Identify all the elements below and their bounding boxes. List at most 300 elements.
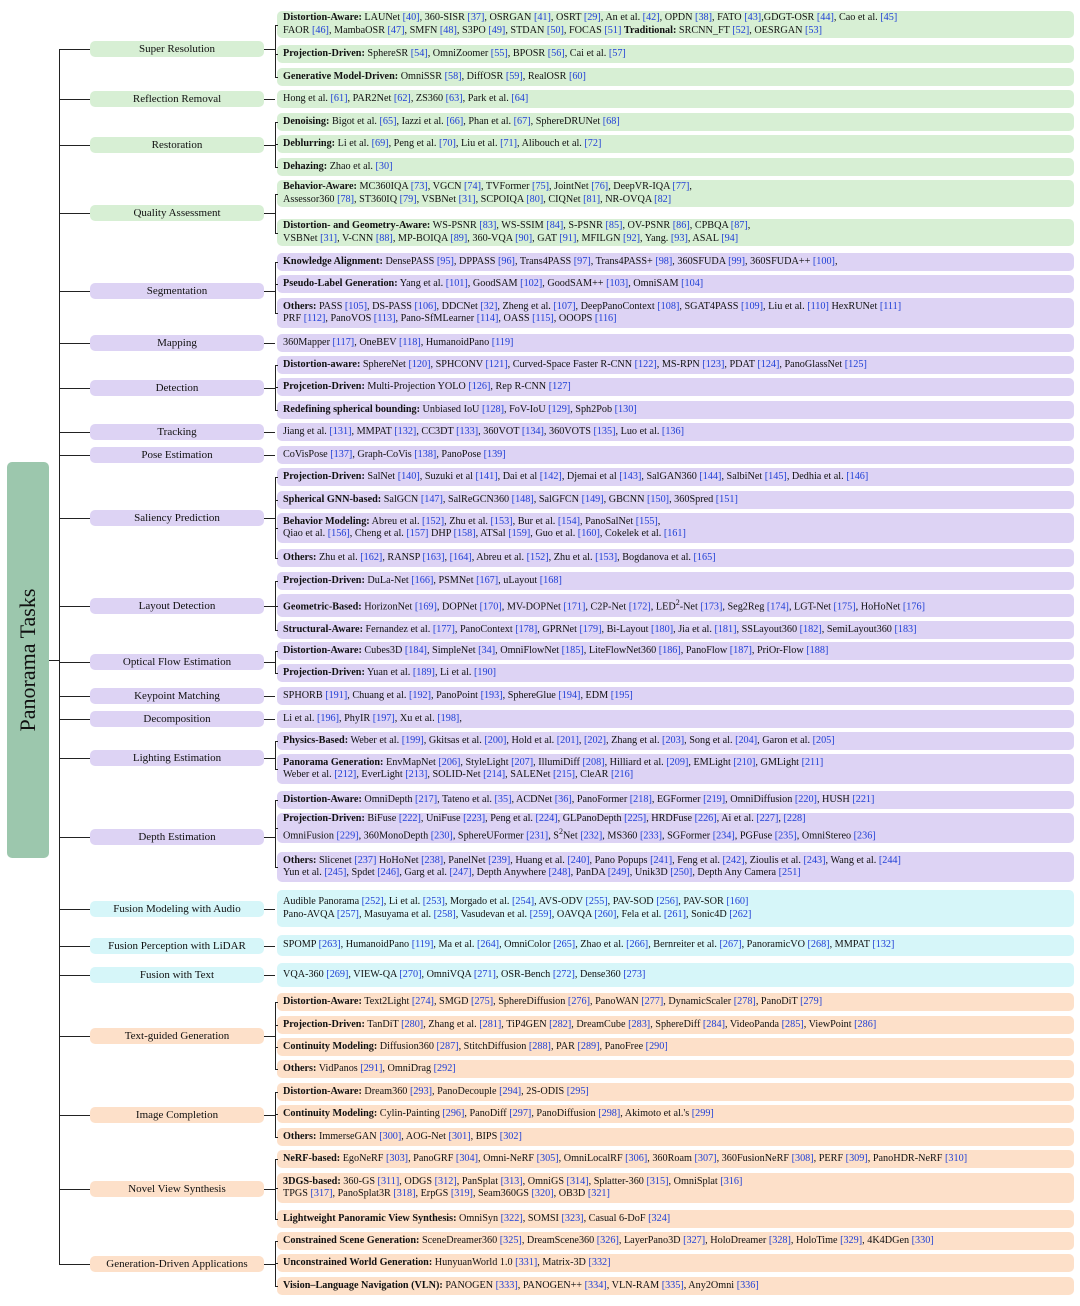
connector-line [59,606,90,607]
citation-ref: [103] [606,277,629,289]
citation-ref: [214] [483,769,506,780]
category-node: Reflection Removal [90,91,264,107]
citation-ref: [149] [581,493,604,505]
citation-ref: [216] [611,769,634,780]
citation-ref: [233] [639,830,663,842]
leaf-subcategory-label: Others: [283,300,317,312]
citation-ref: [283] [628,1018,651,1030]
citation-ref: [331] [515,1256,538,1268]
superscript: 2 [558,826,563,836]
citation-ref: [298] [598,1107,621,1119]
citation-ref: [93] [670,232,688,244]
citation-ref: [107] [553,300,576,312]
connector-line [59,837,90,838]
leaf-text-line: Lightweight Panoramic View Synthesis: OmniSyn [322], SOMSI [323], Casual 6-DoF [324] [283,1212,671,1224]
citation-ref: [126] [468,380,491,392]
leaf-text-line: FAOR [46], MambaOSR [47], SMFN [48], S3PO [49], STDAN [50], FOCAS [51] Traditional: SRCNN_FT [52], OESRGAN [53] [283,24,822,36]
citation-ref: [163] [422,551,445,563]
leaf-node [277,1277,1074,1295]
leaf-node [277,491,1074,509]
category-node: Quality Assessment [90,205,264,221]
citation-ref: [228] [783,813,806,825]
citation-ref: [242] [722,854,745,866]
leaf-text-line: Li et al. [196], PhyIR [197], Xu et al. [198], [283,712,462,724]
citation-ref: [117] [332,336,355,348]
citation-ref: [98] [655,255,673,267]
citation-ref: [266] [626,939,649,951]
citation-ref: [160] [726,896,749,907]
citation-ref: [157] [406,528,429,539]
category-node: Optical Flow Estimation [90,654,264,670]
leaf-text-line: CoVisPose [137], Graph-CoVis [138], PanoPose [139] [283,448,506,460]
leaf-text-line: Others: PASS [105], DS-PASS [106], DDCNet [32], Zheng et al. [107], DeepPanoContext [108], SGAT4PASS [109], Liu et al. [110] HexRUNet [111] [283,300,902,312]
citation-ref: [195] [610,689,633,701]
citation-ref: [258] [433,908,456,920]
citation-ref: [268] [807,939,830,951]
leaf-text-line: Jiang et al. [131], MMPAT [132], CC3DT [133], 360VOT [134], 360VOTS [135], Luo et al. [136] [283,425,684,437]
leaf-node [277,275,1074,293]
citation-ref: [106] [414,300,437,312]
connector-line [264,719,275,720]
citation-ref: [54] [410,47,428,59]
citation-ref: [69] [371,137,389,149]
connector-line [275,410,278,411]
citation-ref: [290] [645,1040,668,1052]
citation-ref: [229] [336,830,359,842]
connector-line [275,1188,278,1189]
citation-ref: [155] [635,515,658,527]
citation-ref: [217] [415,793,438,805]
bracket-line [275,741,276,769]
citation-ref: [50] [546,24,564,36]
citation-ref: [192] [408,689,432,701]
leaf-subcategory-label: Lightweight Panoramic View Synthesis: [283,1212,457,1224]
citation-ref: [118] [399,336,421,348]
connector-line [275,1069,278,1070]
category-node: Saliency Prediction [90,510,264,526]
citation-ref: [95] [436,255,454,267]
citation-ref: [277] [641,995,664,1007]
citation-ref: [58] [444,70,462,82]
leaf-subcategory-label: Dehazing: [283,160,328,172]
leaf-text-line: VSBNet [31], V-CNN [88], MP-BOIQA [89], 360-VQA [90], GAT [91], MFILGN [92], Yang. [93], ASAL [94] [283,232,739,244]
category-node: Mapping [90,335,264,351]
citation-ref: [287] [436,1040,459,1052]
leaf-subcategory-label: Behavior Modeling: [283,515,370,527]
citation-ref: [201] [556,734,579,746]
bracket-line [275,800,276,867]
leaf-subcategory-label: Others: [283,854,317,866]
citation-ref: [279] [800,995,823,1007]
citation-ref: [61] [330,92,348,104]
category-node: Restoration [90,137,264,153]
connector-line [275,77,278,78]
connector-line [59,696,90,697]
citation-ref: [175] [833,601,856,613]
citation-ref: [215] [553,769,576,780]
leaf-text-line: Others: Slicenet [237] HoHoNet [238], PanelNet [239], Huang et al. [240], Pano Popups [241], Feng et al. [242], Zioulis et al. [243], Wang et al. [244] [283,854,901,866]
leaf-subcategory-label: Projection-Driven: [283,574,365,586]
connector-line [275,365,278,366]
citation-ref: [327] [683,1234,706,1246]
citation-ref: [45] [880,12,898,23]
citation-ref: [173] [700,601,723,613]
connector-line [264,49,275,50]
leaf-subcategory-label: Vision–Language Navigation (VLN): [283,1279,443,1291]
category-node: Novel View Synthesis [90,1181,264,1197]
citation-ref: [153] [490,515,513,527]
connector-line [275,1114,278,1115]
leaf-node [277,1060,1074,1078]
citation-ref: [168] [539,574,562,586]
citation-ref: [262] [729,908,752,920]
citation-ref: [295] [566,1085,589,1097]
leaf-subcategory-label: Pseudo-Label Generation: [283,277,398,289]
leaf-node [277,1038,1074,1056]
citation-ref: [330] [911,1234,934,1246]
connector-line [59,1189,90,1190]
citation-ref: [198] [437,712,460,724]
citation-ref: [172] [628,601,651,613]
citation-ref: [123] [702,358,725,370]
connector-line [275,606,278,607]
connector-line [264,758,275,759]
citation-ref: [209] [666,756,689,768]
citation-ref: [286] [854,1018,877,1030]
leaf-node [277,68,1074,86]
connector-line [59,719,90,720]
citation-ref: [241] [650,854,673,866]
citation-ref: [230] [430,830,453,842]
connector-line [264,975,275,976]
citation-ref: [132] [394,425,417,437]
citation-ref: [319] [450,1188,473,1199]
citation-ref: [210] [733,756,756,768]
citation-ref: [328] [768,1234,791,1246]
citation-ref: [264] [476,939,500,951]
citation-ref: [300] [379,1130,402,1142]
citation-ref: [181] [714,623,737,635]
citation-ref: [305] [536,1152,559,1164]
citation-ref: [186] [658,644,681,656]
citation-ref: [79] [399,193,417,205]
leaf-node [277,298,1074,328]
connector-line [275,167,278,168]
citation-ref: [143] [619,470,642,482]
citation-ref: [191] [325,689,348,701]
citation-ref: [296] [442,1107,465,1119]
leaf-node [277,1173,1074,1203]
leaf-text-line: Unconstrained World Generation: HunyuanWorld 1.0 [331], Matrix-3D [332] [283,1256,611,1268]
category-node: Segmentation [90,283,264,299]
citation-ref: [47] [387,24,405,36]
citation-ref: [138] [414,448,437,460]
leaf-text-line: Projection-Driven: SalNet [140], Suzuki et al [141], Dai et al [142], Djemai et al [143], SalGAN360 [144], SalbiNet [145], Dedhia et al. [146] [283,470,869,482]
citation-ref: [148] [511,493,534,505]
citation-ref: [97] [573,255,591,267]
citation-ref: [270] [399,968,422,980]
citation-ref: [137] [330,448,353,460]
leaf-node [277,993,1074,1011]
citation-ref: [154] [557,515,580,527]
leaf-node [277,378,1074,396]
citation-ref: [325] [499,1234,522,1246]
citation-ref: [284] [702,1018,725,1030]
citation-ref: [278] [733,995,756,1007]
citation-ref: [179] [579,623,602,635]
citation-ref: [48] [439,24,457,36]
citation-ref: [150] [646,493,670,505]
citation-ref: [29] [583,12,601,23]
leaf-node [277,1210,1074,1228]
connector-line [264,145,275,146]
leaf-node [277,1150,1074,1168]
citation-ref: [156] [327,528,350,539]
citation-ref: [101] [445,277,468,289]
trunk-line [59,49,60,1264]
connector-line [264,837,275,838]
citation-ref: [313] [500,1175,523,1187]
citation-ref: [269] [326,968,349,980]
citation-ref: [42] [642,12,660,23]
citation-ref: [222] [398,813,421,825]
connector-line [59,99,90,100]
connector-line [275,1159,278,1160]
citation-ref: [314] [566,1175,589,1187]
citation-ref: [37] [467,12,485,23]
citation-ref: [166] [411,574,434,586]
citation-ref: [188] [806,644,829,656]
category-node: Super Resolution [90,41,264,57]
connector-line [275,477,278,478]
connector-line [275,1241,278,1242]
connector-line [275,313,278,314]
citation-ref: [153] [595,551,618,563]
citation-ref: [193] [480,689,503,701]
citation-ref: [112] [303,313,326,324]
leaf-text-line: Others: Zhu et al. [162], RANSP [163], [164], Abreu et al. [152], Zhu et al. [153], Bogdanova et al. [165] [283,551,716,563]
connector-line [275,233,278,234]
connector-line [275,558,278,559]
citation-ref: [259] [529,908,552,920]
citation-ref: [104] [681,277,704,289]
citation-ref: [136] [661,425,684,437]
citation-ref: [220] [794,793,817,805]
leaf-subcategory-label: Projection-Driven: [283,666,365,678]
citation-ref: [128] [481,403,505,415]
leaf-node [277,113,1074,131]
citation-ref: [105] [344,300,367,312]
leaf-subcategory-label: Panorama Generation: [283,756,384,768]
leaf-text-line: OmniFusion [229], 360MonoDepth [230], SphereUFormer [231], $S^2Net$ [232], MS360 [233], SGFormer [234], PGFuse [235], OmniStereo [236] [283,826,876,842]
root-label: Panorama Tasks [15,588,40,732]
leaf-subcategory-label: Projection-Driven: [283,47,365,59]
citation-ref: [130] [614,403,637,415]
leaf-text-line: Others: VidPanos [291], OmniDrag [292] [283,1062,456,1074]
bracket-line [275,477,276,558]
leaf-node [277,446,1074,464]
leaf-text-line: SPHORB [191], Chuang et al. [192], PanoPoint [193], SphereGlue [194], EDM [195] [283,689,633,701]
leaf-subcategory-label: Constrained Scene Generation: [283,1234,420,1246]
connector-line [59,49,90,50]
citation-ref: [294] [499,1085,522,1097]
leaf-subcategory-label: Distortion-Aware: [283,644,362,656]
connector-line [275,651,278,652]
citation-ref: [247] [449,867,472,878]
leaf-node [277,1083,1074,1101]
leaf-subcategory-label: Redefining spherical bounding: [283,403,420,415]
citation-ref: [80] [526,193,544,205]
leaf-text-line: Distortion-Aware: Text2Light [274], SMGD [275], SphereDiffusion [276], PanoWAN [277], DynamicScaler [278], PanoDiT [279] [283,995,823,1007]
leaf-node [277,468,1074,486]
leaf-subcategory-label: Deblurring: [283,137,336,149]
category-node: Generation-Driven Applications [90,1256,264,1272]
citation-ref: [43] [744,12,762,23]
citation-ref: [318] [393,1188,416,1199]
connector-line [59,291,90,292]
citation-ref: [133] [456,425,479,437]
citation-ref: [309] [845,1152,868,1164]
connector-line [264,1115,275,1116]
citation-ref: [152] [422,515,445,527]
leaf-subcategory-label: Distortion-Aware: [283,793,362,805]
leaf-subcategory-label: Unconstrained World Generation: [283,1256,433,1268]
leaf-subcategory-label: 3DGS-based: [283,1175,341,1187]
citation-ref: [323] [561,1212,584,1224]
citation-ref: [44] [816,12,834,23]
citation-ref: [113] [373,313,396,324]
citation-ref: [76] [591,181,609,192]
citation-ref: [75] [532,181,550,192]
leaf-node [277,594,1074,617]
connector-line [59,946,90,947]
category-node: Keypoint Matching [90,688,264,704]
citation-ref: [336] [736,1279,759,1291]
citation-ref: [165] [693,551,716,563]
connector-line [59,388,90,389]
leaf-text-line: Panorama Generation: EnvMapNet [206], StyleLight [207], IllumiDiff [208], Hilliard et al. [209], EMLight [210], GMLight [211] [283,756,824,768]
leaf-node [277,935,1074,956]
citation-ref: [272] [552,968,575,980]
citation-ref: [109] [740,300,764,312]
leaf-subcategory-label: Projection-Driven: [283,1018,365,1030]
citation-ref: [108] [657,300,680,312]
citation-ref: [306] [625,1152,648,1164]
leaf-text-line: Knowledge Alignment: DensePASS [95], DPPASS [96], Trans4PASS [97], Trans4PASS+ [98], 360SFUDA [99], 360SFUDA++ [100], [283,255,838,267]
leaf-text-line: Distortion-Aware: LAUNet [40], 360-SISR [37], OSRGAN [41], OSRT [29], An et al. [42], OPDN [38], FATO [43],GDGT-OSR [44], Cao et al. [45] [283,12,898,23]
citation-ref: [185] [561,644,584,656]
citation-ref: [94] [721,232,739,244]
citation-ref: [227] [756,813,779,825]
connector-line [49,660,59,661]
connector-line [59,1115,90,1116]
bracket-line [275,194,276,233]
connector-line [264,909,275,910]
leaf-text-line: NeRF-based: EgoNeRF [303], PanoGRF [304], Omni-NeRF [305], OmniLocalRF [306], 360Roam [307], 360FusionNeRF [308], PERF [309], PanoHDR-NeRF [310] [283,1152,968,1164]
citation-ref: [221] [852,793,875,805]
connector-line [275,630,278,631]
connector-line [275,144,278,145]
connector-line [264,455,275,456]
citation-ref: [293] [409,1085,433,1097]
citation-ref: [237] [354,854,377,866]
citation-ref: [236] [853,830,876,842]
leaf-text-line: Projection-Driven: Yuan et al. [189], Li et al. [190] [283,666,497,678]
citation-ref: [333] [495,1279,518,1291]
citation-ref: [99] [728,255,746,267]
bracket-line [275,651,276,673]
citation-ref: [234] [712,830,735,842]
leaf-subcategory-label: Distortion- and Geometry-Aware: [283,220,431,231]
citation-ref: [38] [695,12,713,23]
leaf-text-line: Audible Panorama [252], Li et al. [253], Morgado et al. [254], AVS-ODV [255], PAV-SOD [256], PAV-SOR [160] [283,896,749,907]
leaf-subcategory-label: Projcetion-Driven: [283,380,365,392]
connector-line [264,1036,275,1037]
citation-ref: [151] [715,493,738,505]
citation-ref: [189] [412,666,435,678]
citation-ref: [289] [577,1040,600,1052]
citation-ref: [232] [580,830,603,842]
leaf-text-line: 3DGS-based: 360-GS [311], ODGS [312], PanSplat [313], OmniGS [314], Splatter-360 [315], OmniSplat [316] [283,1175,743,1187]
citation-ref: [211] [801,756,824,768]
citation-ref: [89] [450,232,468,244]
leaf-text-line: Projection-Driven: BiFuse [222], UniFuse [223], Peng et al. [224], GLPanoDepth [225], HRDFuse [226], Ai et al. [227], [228] [283,813,806,825]
citation-ref: [316] [720,1175,743,1187]
citation-ref: [267] [719,939,742,951]
citation-ref: [218] [629,793,652,805]
citation-ref: [52] [732,24,750,36]
citation-ref: [132] [872,939,895,951]
citation-ref: [144] [699,470,722,482]
connector-line [275,1025,278,1026]
citation-ref: [116] [594,313,617,324]
connector-line [264,1189,275,1190]
citation-ref: [224] [535,813,558,825]
citation-ref: [303] [386,1152,409,1164]
citation-ref: [35] [494,793,512,805]
citation-ref: [114] [476,313,499,324]
citation-ref: [226] [694,813,717,825]
citation-ref: [261] [663,908,686,920]
citation-ref: [159] [508,528,531,539]
leaf-node [277,852,1074,882]
citation-ref: [178] [515,623,538,635]
citation-ref: [65] [379,115,397,127]
leaf-subcategory-label: Projection-Driven: [283,470,365,482]
leaf-text-line: Behavior Modeling: Abreu et al. [152], Zhu et al. [153], Bur et al. [154], PanoSalNet [155], [283,515,661,527]
leaf-node [277,572,1074,590]
citation-ref: [212] [334,769,357,780]
leaf-subcategory-label: Behavior-Aware: [283,181,357,192]
citation-ref: [162] [360,551,383,563]
citation-ref: [67] [513,115,531,127]
leaf-text-line: Yun et al. [245], Spdet [246], Garg et al. [247], Depth Anywhere [248], PanDA [249], Unik3D [250], Depth Any Camera [251] [283,867,801,878]
leaf-text-line: Distortion-Aware: OmniDepth [217], Tateno et al. [35], ACDNet [36], PanoFormer [218], EGFormer [219], OmniDiffusion [220], HUSH [221] [283,793,875,805]
citation-ref: [100] [812,255,835,267]
citation-ref: [312] [434,1175,457,1187]
leaf-node [277,219,1074,246]
citation-ref: [206] [438,756,461,768]
citation-ref: [124] [757,358,780,370]
citation-ref: [56] [547,47,565,59]
citation-ref: [244] [878,854,901,866]
connector-line [264,696,275,697]
citation-ref: [71] [500,137,518,149]
citation-ref: [257] [336,908,359,920]
connector-line [59,455,90,456]
citation-ref: [260] [594,908,617,920]
citation-ref: [248] [548,867,571,878]
